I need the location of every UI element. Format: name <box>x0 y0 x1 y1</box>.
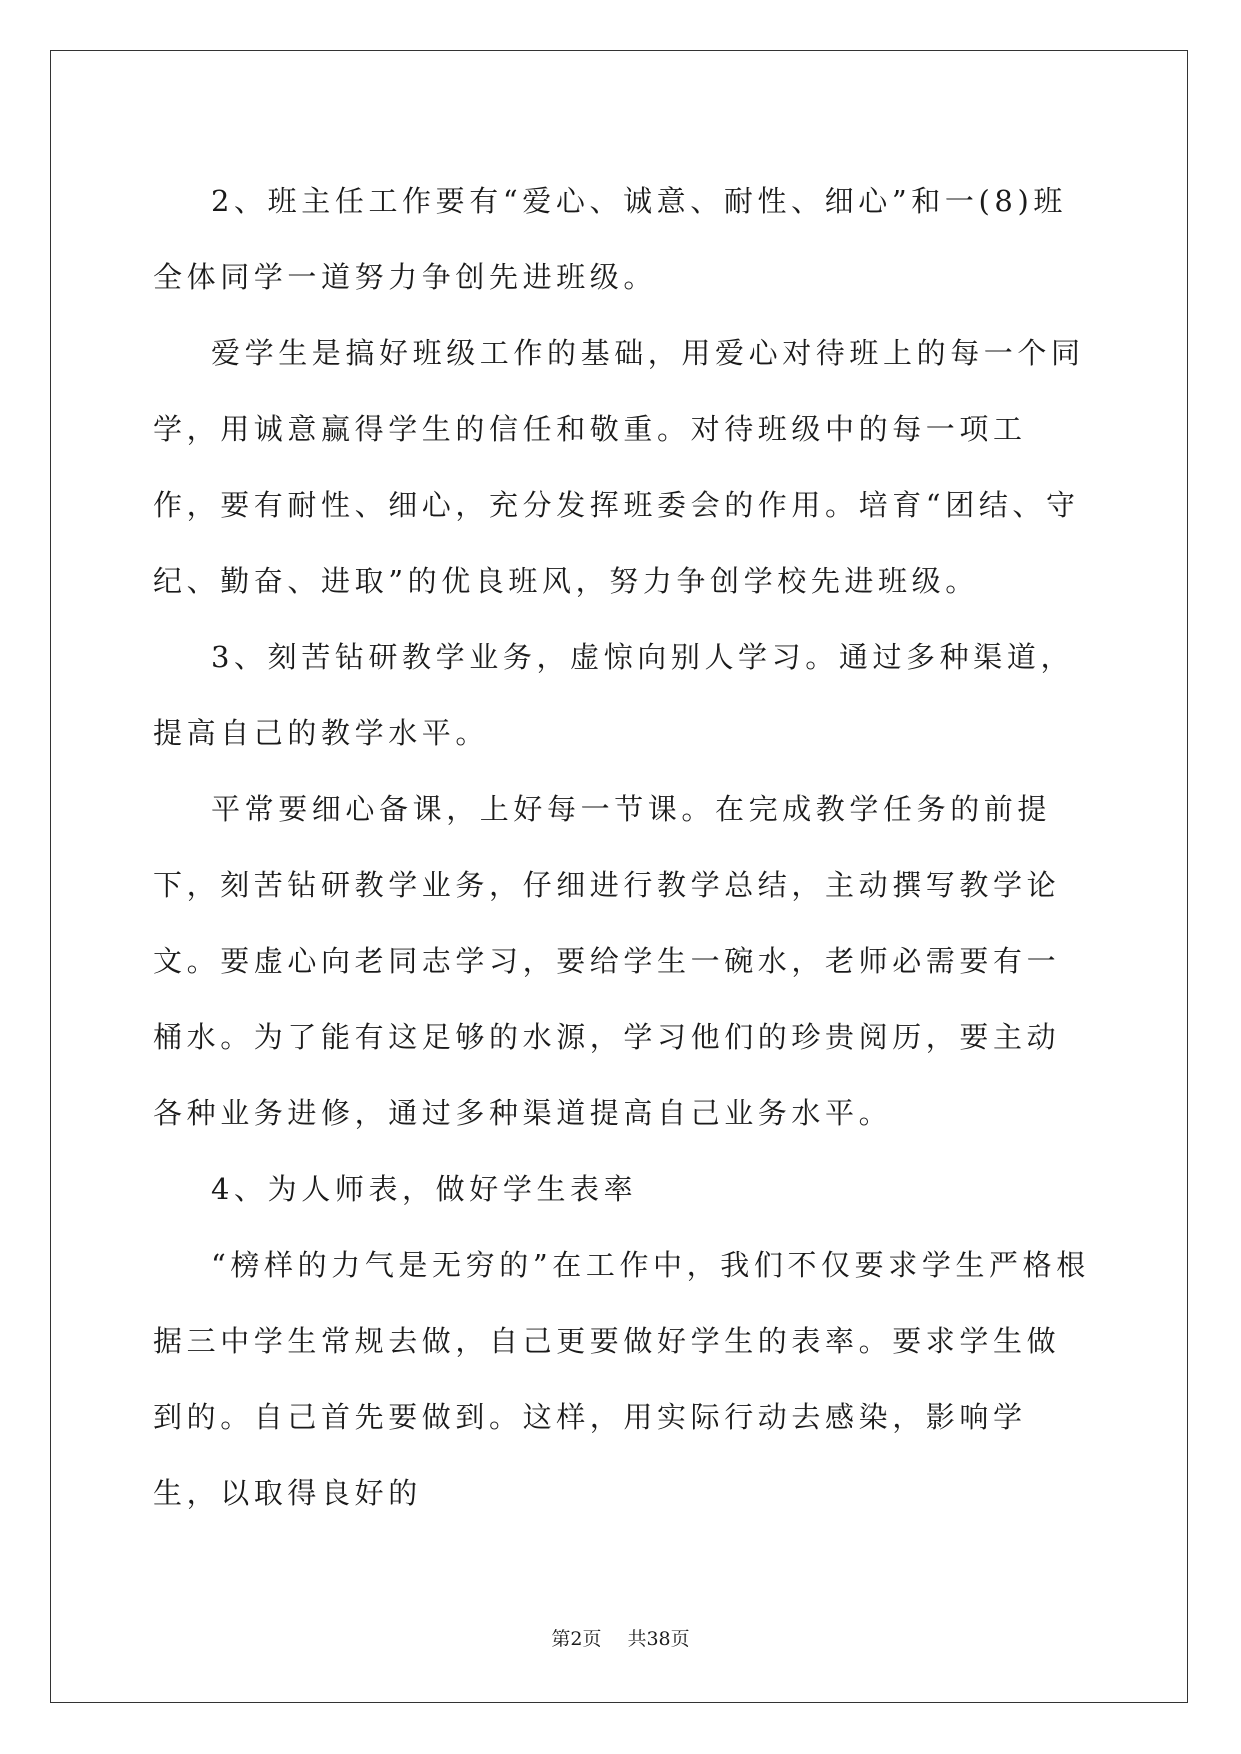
paragraph: 3、刻苦钻研教学业务，虚惊向别人学习。通过多种渠道，提高自己的教学水平。 <box>153 640 1075 750</box>
paragraph: 平常要细心备课，上好每一节课。在完成教学任务的前提下，刻苦钻研教学业务，仔细进行教学总结，主动撰写教学论文。要虚心向老同志学习，要给学生一碗水，老师必需要有一桶水。为了能有这足够的水源，学习他们的珍贵阅历，要主动各种业务进修，通过多种渠道提高自己业务水平。 <box>153 792 1061 1130</box>
document-body <box>153 163 1093 1531</box>
paragraph: 2、班主任工作要有“爱心、诚意、耐性、细心”和一(8)班全体同学一道努力争创先进班级。 <box>153 184 1067 294</box>
page-number: 第2页 <box>551 1628 602 1650</box>
paragraph: 4、为人师表，做好学生表率 <box>211 1172 638 1206</box>
paragraph: “榜样的力气是无穷的”在工作中，我们不仅要求学生严格根据三中学生常规去做，自己更要做好学生的表率。要求学生做到的。自己首先要做到。这样，用实际行动去感染，影响学生，以取得良好的 <box>153 1248 1090 1510</box>
paragraph: 爱学生是搞好班级工作的基础，用爱心对待班上的每一个同学，用诚意赢得学生的信任和敬重。对待班级中的每一项工作，要有耐性、细心，充分发挥班委会的作用。培育“团结、守纪、勤奋、进取”的优良班风，努力争创学校先进班级。 <box>153 336 1085 598</box>
page-total: 共38页 <box>627 1628 690 1650</box>
page-footer <box>0 1624 1241 1651</box>
